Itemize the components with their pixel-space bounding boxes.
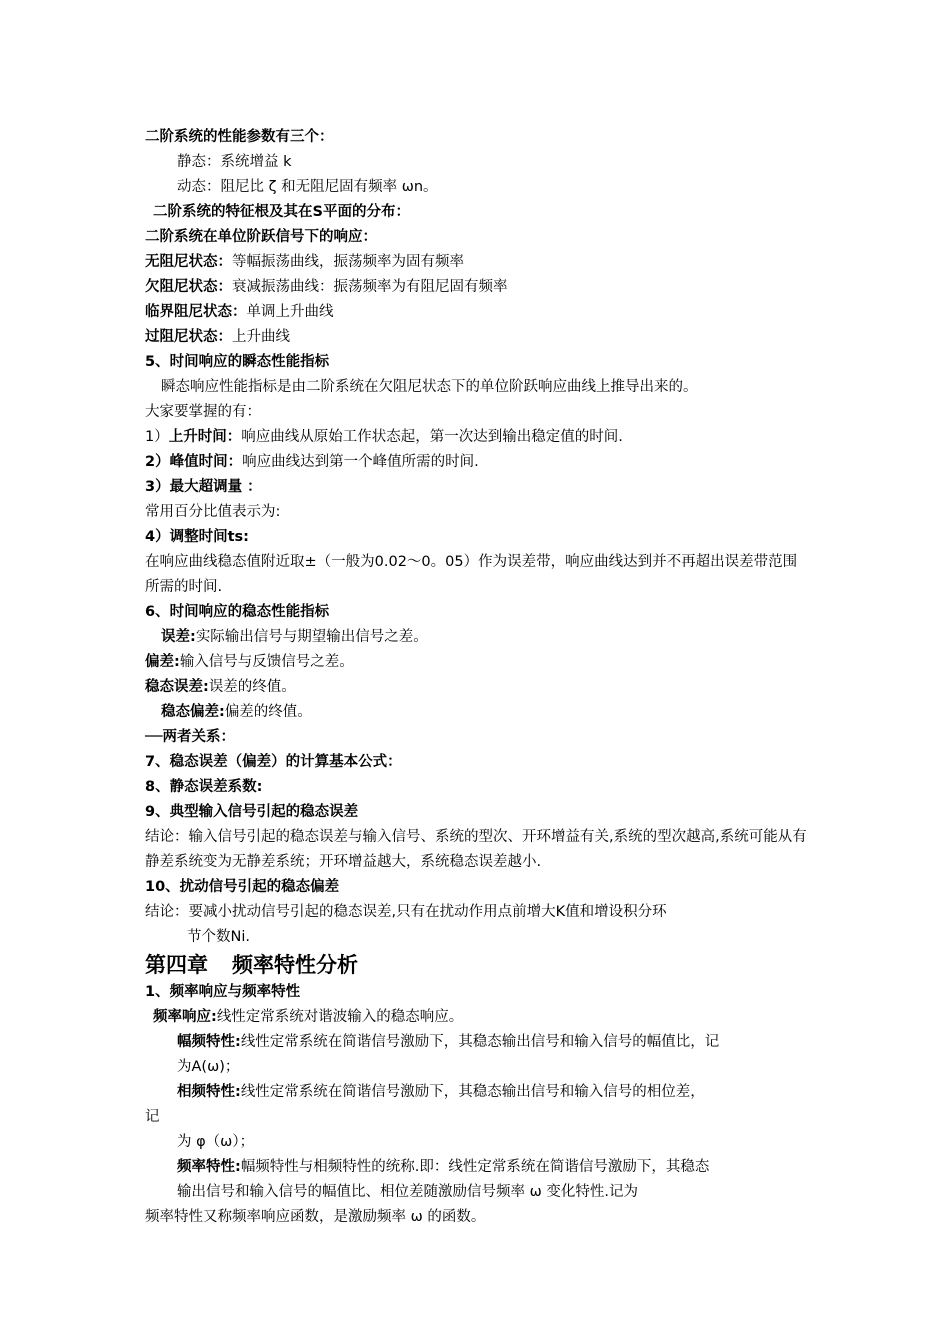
text-line: 大家要掌握的有： [145,404,261,420]
text-line [145,125,810,150]
text-line [145,775,810,800]
text-line: 稳态偏差:偏差的终值。 [161,704,312,720]
text-line: 输出信号和输入信号的幅值比、相位差随激励信号频率 ω 变化特性.记为 [177,1184,638,1200]
section-heading: 5、时间响应的瞬态性能指标 [145,354,330,370]
chapter-title: 第四章 频率特性分析 [145,953,358,977]
text-line [145,980,810,1005]
text-line: 为 φ（ω）； [177,1134,255,1150]
text-line: 频率特性:幅频特性与相频特性的统称.即：线性定常系统在简谐信号激励下，其稳态 [177,1159,710,1175]
text-line: 幅频特性:线性定常系统在简谐信号激励下，其稳态输出信号和输入信号的幅值比，记 [177,1034,720,1050]
text-line: 无阻尼状态：等幅振荡曲线，振荡频率为固有频率 [145,254,464,270]
text-line: 瞬态响应性能指标是由二阶系统在欠阻尼状态下的单位阶跃响应曲线上推导出来的。 [161,379,698,395]
section-heading: 10、扰动信号引起的稳态偏差 [145,879,340,895]
paragraph: 在响应曲线稳态值附近取±（一般为0.02～0。05）作为误差带，响应曲线达到并不再超出误差带范围所需的时间. [145,554,798,595]
heading: 二阶系统在单位阶跃信号下的响应： [145,229,377,245]
text-line: 相频特性:线性定常系统在简谐信号激励下，其稳态输出信号和输入信号的相位差， [177,1084,705,1100]
section-heading: 9、典型输入信号引起的稳态误差 [145,804,359,820]
text-line [145,750,810,775]
text-line [145,800,810,825]
text-line: 动态：阻尼比 ζ 和无阻尼固有频率 ωn。 [177,179,438,195]
document-page [145,125,810,1230]
section-heading: 7、稳态误差（偏差）的计算基本公式： [145,754,402,770]
text-line [145,875,810,900]
text-line: 结论：要减小扰动信号引起的稳态误差,只有在扰动作用点前增大K值和增设积分环 [145,904,667,920]
text-line: 3）最大超调量 ： [145,479,262,495]
text-line: 节个数Ni. [187,929,250,945]
text-line: 过阻尼状态：上升曲线 [145,329,290,345]
text-line: 临界阻尼状态：单调上升曲线 [145,304,334,320]
text-line [145,200,810,225]
text-line: 频率响应:线性定常系统对谐波输入的稳态响应。 [153,1009,464,1025]
text-line [145,350,810,375]
text-line: ──两者关系： [145,729,235,745]
text-line: 常用百分比值表示为: [145,504,281,520]
text-line: 静态：系统增益 k [177,154,292,170]
heading: 二阶系统的特征根及其在S平面的分布： [153,204,410,220]
text-line [145,600,810,625]
text-line: 稳态误差:误差的终值。 [145,679,296,695]
text-line: 欠阻尼状态：衰减振荡曲线：振荡频率为有阻尼固有频率 [145,279,508,295]
heading: 二阶系统的性能参数有三个： [145,129,334,145]
text-line: 频率特性又称频率响应函数，是激励频率 ω 的函数。 [145,1209,486,1225]
section-heading: 6、时间响应的稳态性能指标 [145,604,330,620]
text-line: 偏差:输入信号与反馈信号之差。 [145,654,354,670]
text-line: 为A(ω)； [177,1059,240,1075]
text-line [145,225,810,250]
text-line: 2）峰值时间：响应曲线达到第一个峰值所需的时间. [145,454,479,470]
section-heading: 1、频率响应与频率特性 [145,984,301,1000]
text-line: 1）上升时间：响应曲线从原始工作状态起，第一次达到输出稳定值的时间. [145,429,623,445]
paragraph: 结论：输入信号引起的稳态误差与输入信号、系统的型次、开环增益有关,系统的型次越高,系统可能从有静差系统变为无静差系统；开环增益越大，系统稳态误差越小. [145,829,807,870]
text-line: 4）调整时间ts: [145,529,249,545]
text-line: 记 [145,1109,160,1125]
text-line: 误差:实际输出信号与期望输出信号之差。 [161,629,428,645]
section-heading: 8、静态误差系数: [145,779,263,795]
